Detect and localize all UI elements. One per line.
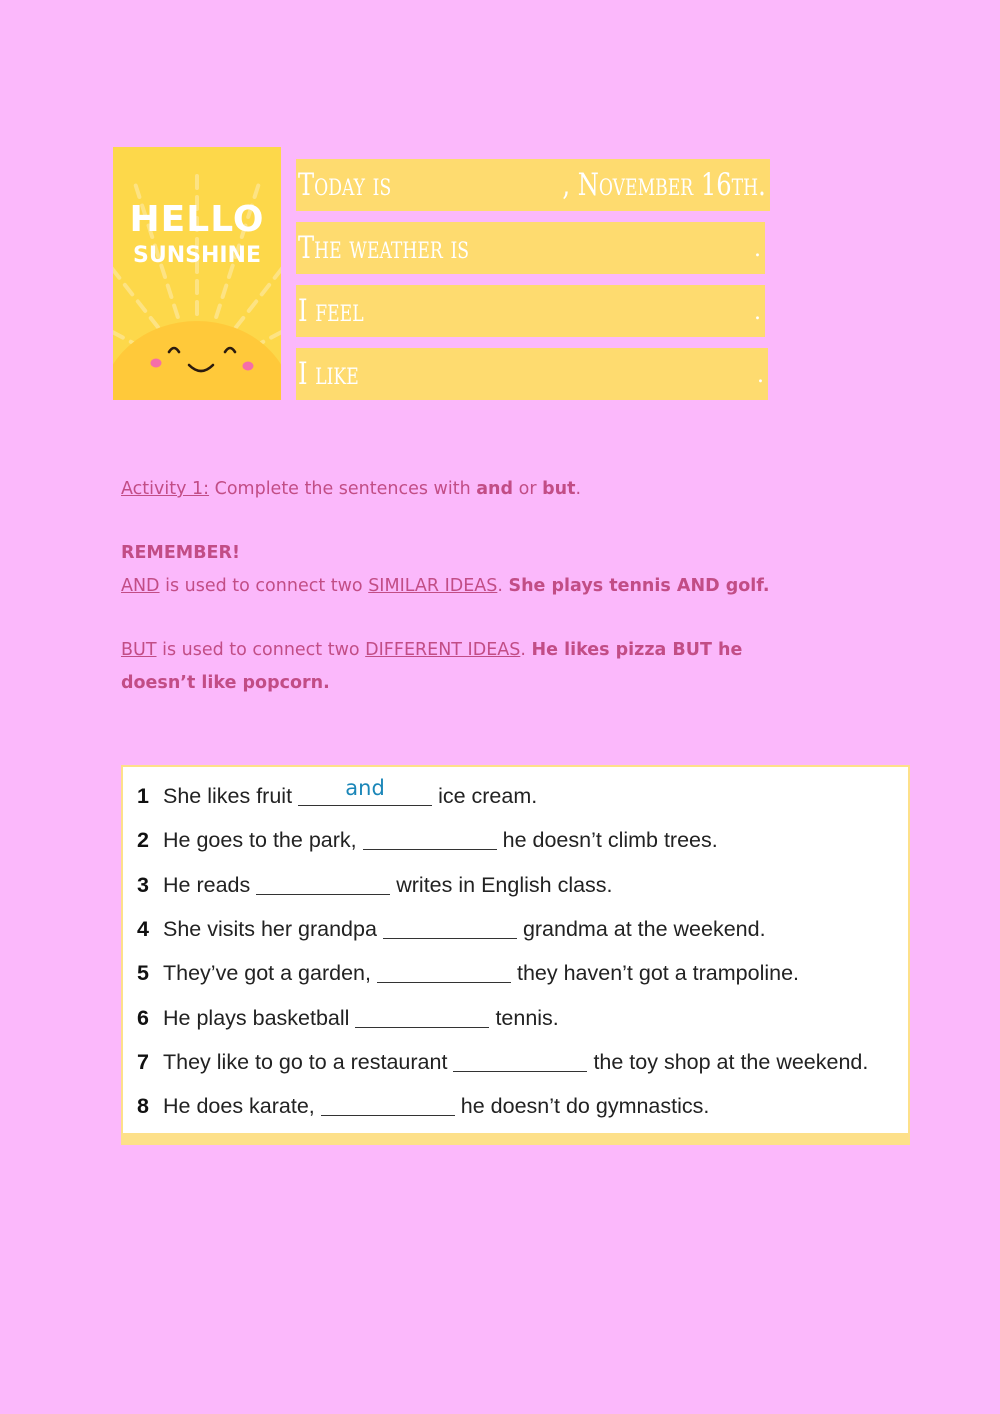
weather-tail: . bbox=[754, 237, 761, 262]
feel-label: I feel bbox=[298, 293, 364, 329]
exercise-item: 4 She visits her grandpa grandma at the weekend. bbox=[137, 917, 766, 941]
word-and: and bbox=[476, 479, 514, 499]
hello-text: HELLO bbox=[129, 199, 265, 240]
answer-blank[interactable] bbox=[383, 916, 517, 939]
sunshine-text: SUNSHINE bbox=[132, 243, 261, 268]
feel-tail: . bbox=[754, 300, 761, 325]
like-row[interactable] bbox=[296, 348, 768, 400]
answer-blank[interactable] bbox=[321, 1093, 455, 1116]
exercise-item: 6 He plays basketball tennis. bbox=[137, 1006, 559, 1030]
weather-row[interactable] bbox=[296, 222, 765, 274]
answer-blank[interactable] bbox=[453, 1049, 587, 1072]
answer-blank[interactable] bbox=[377, 960, 511, 983]
sun-shape bbox=[113, 321, 281, 400]
like-label: I like bbox=[298, 356, 359, 392]
exercise-item: 3 He reads writes in English class. bbox=[137, 873, 613, 897]
like-tail: . bbox=[757, 363, 764, 388]
exercise-item: 5 They’ve got a garden, they haven’t got a trampoline. bbox=[137, 961, 800, 985]
hello-sunshine-card bbox=[113, 147, 281, 400]
activity-instruction: Activity 1: Complete the sentences with and or but. bbox=[121, 479, 582, 499]
exercise-item: 1 She likes fruit and ice cream. bbox=[137, 779, 537, 813]
feel-row[interactable] bbox=[296, 285, 765, 337]
activity-label: Activity 1: bbox=[121, 479, 210, 499]
remember-title: REMEMBER! bbox=[121, 543, 240, 563]
box-bottom-band bbox=[123, 1133, 908, 1143]
exercise-box bbox=[121, 765, 910, 1145]
answer-blank[interactable] bbox=[298, 776, 432, 806]
but-rule: BUT is used to connect two DIFFERENT IDEAS. He likes pizza BUT he bbox=[121, 640, 743, 660]
today-tail: , November 16th. bbox=[562, 167, 766, 203]
sunshine-illustration bbox=[113, 147, 281, 400]
and-example: She plays tennis AND golf. bbox=[508, 576, 770, 596]
today-row[interactable] bbox=[296, 159, 770, 211]
answer-text: and bbox=[345, 776, 385, 800]
answer-blank[interactable] bbox=[363, 827, 497, 850]
word-but: but bbox=[542, 479, 576, 499]
but-example: He likes pizza BUT he bbox=[531, 640, 743, 660]
answer-blank[interactable] bbox=[256, 872, 390, 895]
and-rule: AND is used to connect two SIMILAR IDEAS. She plays tennis AND golf. bbox=[121, 576, 770, 596]
answer-blank[interactable] bbox=[355, 1005, 489, 1028]
exercise-item: 8 He does karate, he doesn’t do gymnastics. bbox=[137, 1094, 710, 1118]
today-label: Today is bbox=[298, 167, 392, 203]
but-example-cont: doesn’t like popcorn. bbox=[121, 673, 330, 693]
weather-label: The weather is bbox=[298, 230, 470, 266]
exercise-item: 7 They like to go to a restaurant the toy shop at the weekend. bbox=[137, 1050, 869, 1074]
exercise-item: 2 He goes to the park, he doesn’t climb trees. bbox=[137, 828, 718, 852]
